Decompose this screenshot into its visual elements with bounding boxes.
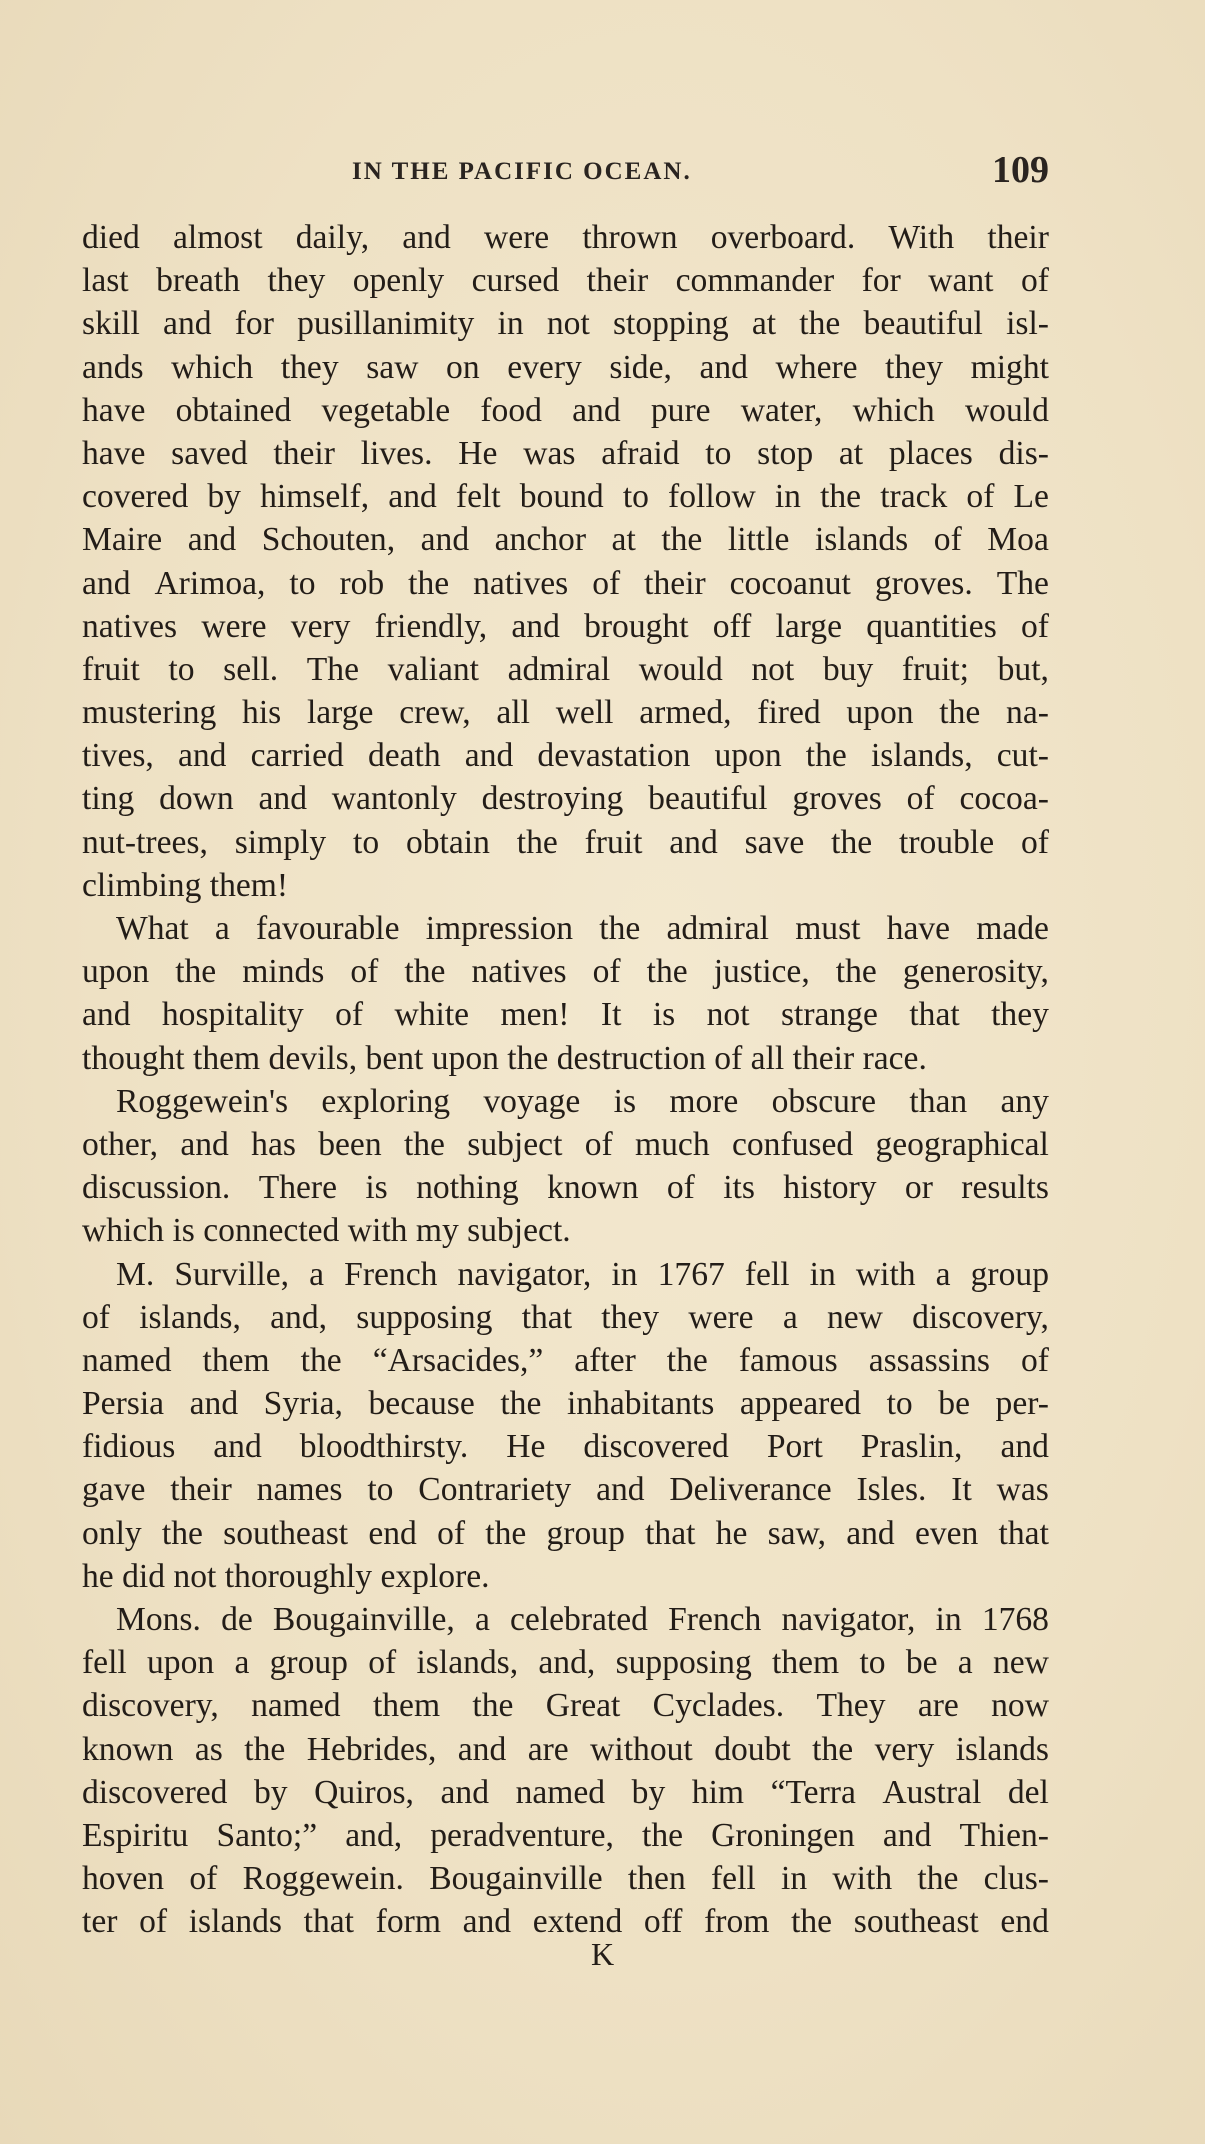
- text-line: have obtained vegetable food and pure water, which would: [82, 391, 1049, 429]
- text-line: which is connected with my subject.: [82, 1212, 571, 1250]
- text-line: last breath they openly cursed their commander for want of: [82, 262, 1049, 300]
- text-line: and Arimoa, to rob the natives of their cocoanut groves. The: [82, 564, 1049, 602]
- text-line: hoven of Roggewein. Bougainville then fell in with the clus-: [82, 1860, 1049, 1898]
- text-line: named them the “Arsacides,” after the famous assassins of: [82, 1341, 1049, 1379]
- text-line: other, and has been the subject of much confused geographical: [82, 1125, 1049, 1163]
- text-line: ands which they saw on every side, and where they might: [82, 348, 1049, 386]
- text-line: and hospitality of white men! It is not strange that they: [82, 996, 1049, 1034]
- text-line: fruit to sell. The valiant admiral would not buy fruit; but,: [82, 650, 1049, 688]
- text-line: Roggewein's exploring voyage is more obscure than any: [116, 1082, 1049, 1120]
- text-line: ting down and wantonly destroying beautiful groves of cocoa-: [82, 780, 1049, 818]
- text-line: skill and for pusillanimity in not stopping at the beautiful isl-: [82, 305, 1049, 343]
- text-line: fell upon a group of islands, and, supposing them to be a new: [82, 1644, 1049, 1682]
- text-line: he did not thoroughly explore.: [82, 1557, 490, 1595]
- text-line: mustering his large crew, all well armed, fired upon the na-: [82, 694, 1049, 732]
- page-number: 109: [992, 149, 1049, 191]
- text-line: upon the minds of the natives of the justice, the generosity,: [82, 953, 1049, 991]
- text-line: ter of islands that form and extend off from the southeast end: [82, 1903, 1049, 1941]
- text-line: Persia and Syria, because the inhabitants appeared to be per-: [82, 1385, 1049, 1423]
- page-header: [82, 148, 1049, 194]
- text-line: fidious and bloodthirsty. He discovered Port Praslin, and: [82, 1428, 1049, 1466]
- text-line: covered by himself, and felt bound to follow in the track of Le: [82, 478, 1049, 516]
- text-line: tives, and carried death and devastation upon the islands, cut-: [82, 737, 1049, 775]
- body-text: [82, 216, 1049, 1944]
- text-line: climbing them!: [82, 866, 289, 904]
- text-line: natives were very friendly, and brought off large quantities of: [82, 607, 1049, 645]
- text-line: have saved their lives. He was afraid to stop at places dis-: [82, 434, 1049, 472]
- text-line: gave their names to Contrariety and Deliverance Isles. It was: [82, 1471, 1049, 1509]
- text-line: of islands, and, supposing that they were a new discovery,: [82, 1298, 1049, 1336]
- text-line: known as the Hebrides, and are without doubt the very islands: [82, 1730, 1049, 1768]
- text-line: Mons. de Bougainville, a celebrated French navigator, in 1768: [116, 1601, 1049, 1638]
- text-line: discovered by Quiros, and named by him “Terra Austral del: [82, 1773, 1049, 1811]
- text-line: only the southeast end of the group that he saw, and even that: [82, 1514, 1049, 1552]
- text-line: Espiritu Santo;” and, peradventure, the Groningen and Thien-: [82, 1816, 1049, 1854]
- running-head: IN THE PACIFIC OCEAN.: [352, 158, 692, 185]
- text-line: thought them devils, bent upon the destruction of all their race.: [82, 1039, 927, 1077]
- text-line: Maire and Schouten, and anchor at the little islands of Moa: [82, 521, 1049, 559]
- text-line: died almost daily, and were thrown overboard. With their: [82, 219, 1049, 256]
- text-line: M. Surville, a French navigator, in 1767 fell in with a group: [116, 1255, 1049, 1293]
- text-line: discussion. There is nothing known of its history or results: [82, 1169, 1049, 1207]
- text-line: nut-trees, simply to obtain the fruit and save the trouble of: [82, 823, 1049, 861]
- signature-mark: K: [590, 1936, 615, 1972]
- text-line: What a favourable impression the admiral must have made: [116, 910, 1049, 947]
- text-line: discovery, named them the Great Cyclades. They are now: [82, 1687, 1049, 1725]
